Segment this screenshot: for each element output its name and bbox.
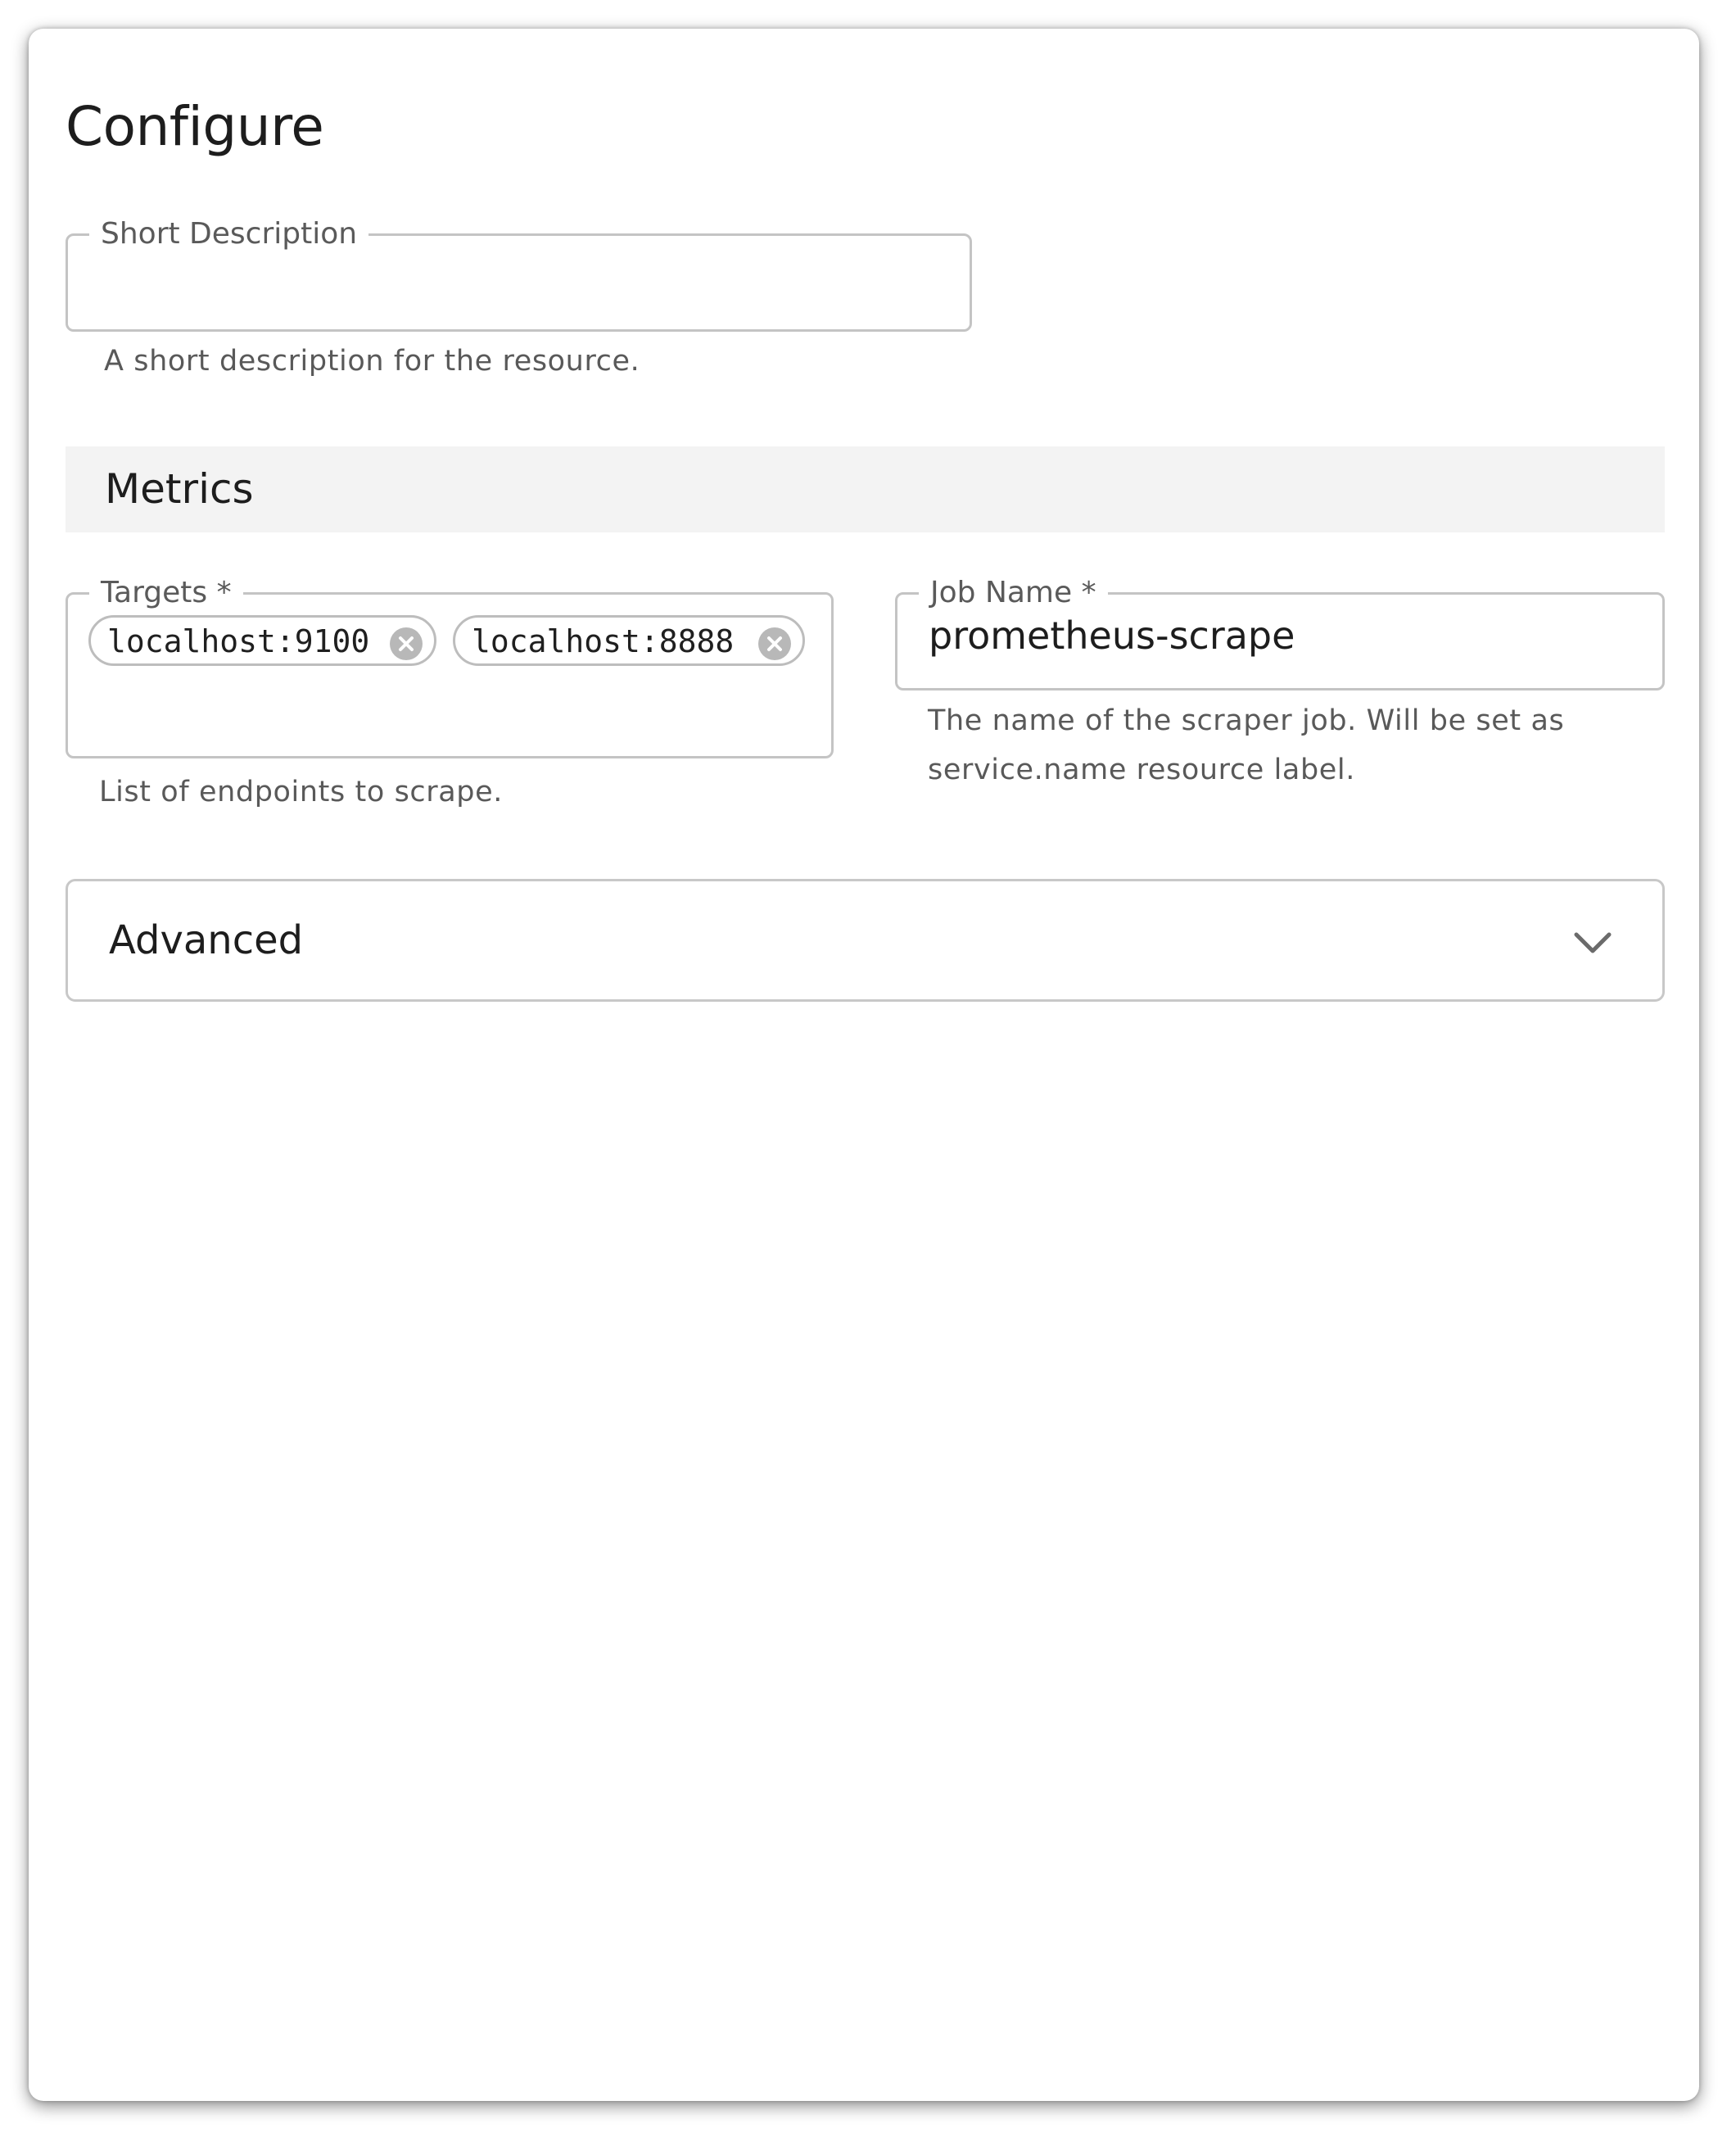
target-chip (88, 615, 436, 666)
job-name-helper-line2: service.name resource label. (928, 754, 1355, 786)
metrics-section-header (66, 446, 1665, 532)
job-name-label: Job Name * (919, 577, 1108, 609)
remove-chip-icon[interactable] (390, 627, 423, 660)
page-title: Configure (66, 95, 324, 158)
advanced-label: Advanced (109, 917, 304, 963)
chevron-down-icon (1572, 922, 1613, 963)
short-description-field[interactable] (66, 217, 972, 332)
short-description-helper: A short description for the resource. (104, 345, 640, 378)
target-chip-label: localhost:9100 (107, 623, 370, 659)
targets-label: Targets * (89, 577, 243, 609)
job-name-helper-line1: The name of the scraper job. Will be set as (928, 704, 1565, 737)
target-chip (453, 615, 805, 666)
job-name-field[interactable] (895, 576, 1665, 690)
remove-chip-icon[interactable] (758, 627, 791, 660)
configure-panel (29, 29, 1699, 2101)
advanced-accordion[interactable] (66, 879, 1665, 1002)
targets-helper: List of endpoints to scrape. (99, 776, 503, 808)
metrics-section-title: Metrics (105, 465, 254, 513)
target-chip-label: localhost:8888 (472, 623, 735, 659)
targets-field[interactable] (66, 576, 834, 758)
job-name-value: prometheus-scrape (929, 613, 1295, 658)
short-description-label: Short Description (89, 218, 368, 251)
